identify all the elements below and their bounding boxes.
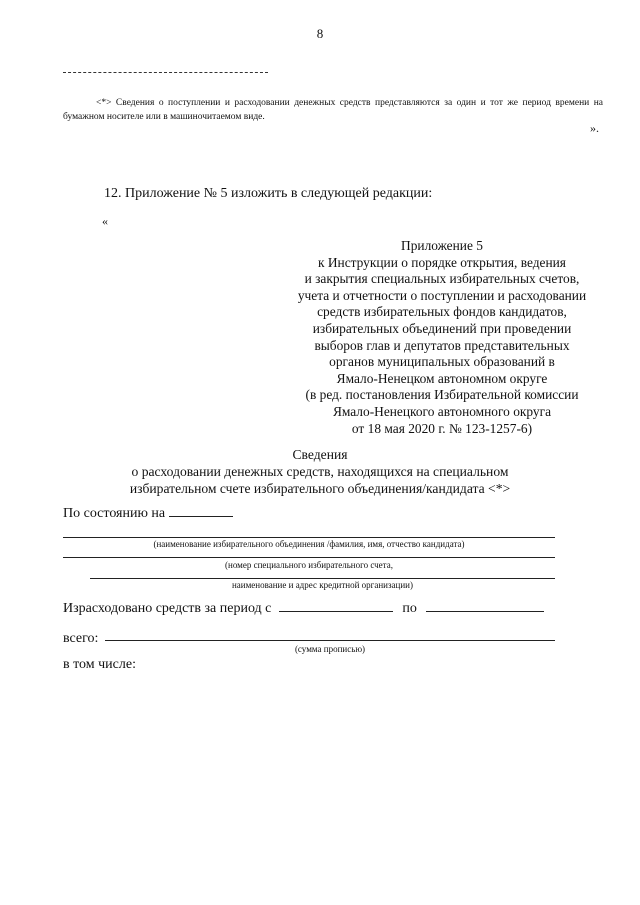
account-caption: (номер специального избирательного счета, xyxy=(225,560,393,570)
form-title: Сведения xyxy=(292,447,348,462)
amendment-item: 12. Приложение № 5 изложить в следующей редакции: xyxy=(104,186,433,201)
name-fill-line xyxy=(63,537,555,538)
appendix-line: Ямало-Ненецком автономном округе xyxy=(336,370,548,386)
appendix-line: к Инструкции о порядке открытия, ведения xyxy=(318,254,566,270)
appendix-line: органов муниципальных образований в xyxy=(329,354,555,370)
opening-quote-mark: « xyxy=(102,214,108,228)
as-of-date-field xyxy=(169,504,233,517)
footnote-text: <*> Сведения о поступлении и расходовании денежных средств представляются за один и тот же период времени на бумажном носителе или в машиночитаемом виде. xyxy=(63,98,603,122)
period-to-label: по xyxy=(402,601,417,616)
as-of-label: По состоянию на xyxy=(63,506,166,521)
form-subtitle-line: о расходовании денежных средств, находящихся на специальном xyxy=(131,464,509,479)
as-of-row xyxy=(63,504,233,522)
form-subtitle-line: избирательном счете избирательного объединения/кандидата <*> xyxy=(129,481,511,496)
closing-quote-mark: ». xyxy=(590,121,599,135)
appendix-line: средств избирательных фондов кандидатов, xyxy=(317,304,567,320)
spent-period-row xyxy=(63,599,544,617)
form-title-block xyxy=(0,446,640,497)
including-label: в том числе: xyxy=(63,657,136,672)
spent-label: Израсходовано средств за период с xyxy=(63,601,272,616)
appendix-line: от 18 мая 2020 г. № 123-1257-6) xyxy=(351,420,533,436)
page-number: 8 xyxy=(316,26,324,41)
appendix-header xyxy=(270,238,614,437)
total-fill-line xyxy=(105,640,555,641)
account-fill-line xyxy=(63,557,555,558)
appendix-line: учета и отчетности о поступлении и расходовании xyxy=(297,287,587,303)
period-to-field xyxy=(426,599,544,612)
period-from-field xyxy=(279,599,393,612)
appendix-line: избирательных объединений при проведении xyxy=(312,320,572,336)
footnote-separator xyxy=(63,72,268,73)
appendix-line: выборов глав и депутатов представительных xyxy=(314,337,570,353)
total-caption: (сумма прописью) xyxy=(294,644,366,654)
appendix-line: Ямало-Ненецкого автономного округа xyxy=(332,403,552,419)
bank-fill-line xyxy=(90,578,555,579)
bank-caption: наименование и адрес кредитной организации) xyxy=(231,580,413,590)
name-caption: (наименование избирательного объединения /фамилия, имя, отчество кандидата) xyxy=(153,539,465,549)
total-label: всего: xyxy=(63,631,99,646)
appendix-title: Приложение 5 xyxy=(401,238,483,253)
appendix-line: (в ред. постановления Избирательной комиссии xyxy=(305,387,579,403)
appendix-line: и закрытия специальных избирательных счетов, xyxy=(304,271,580,287)
